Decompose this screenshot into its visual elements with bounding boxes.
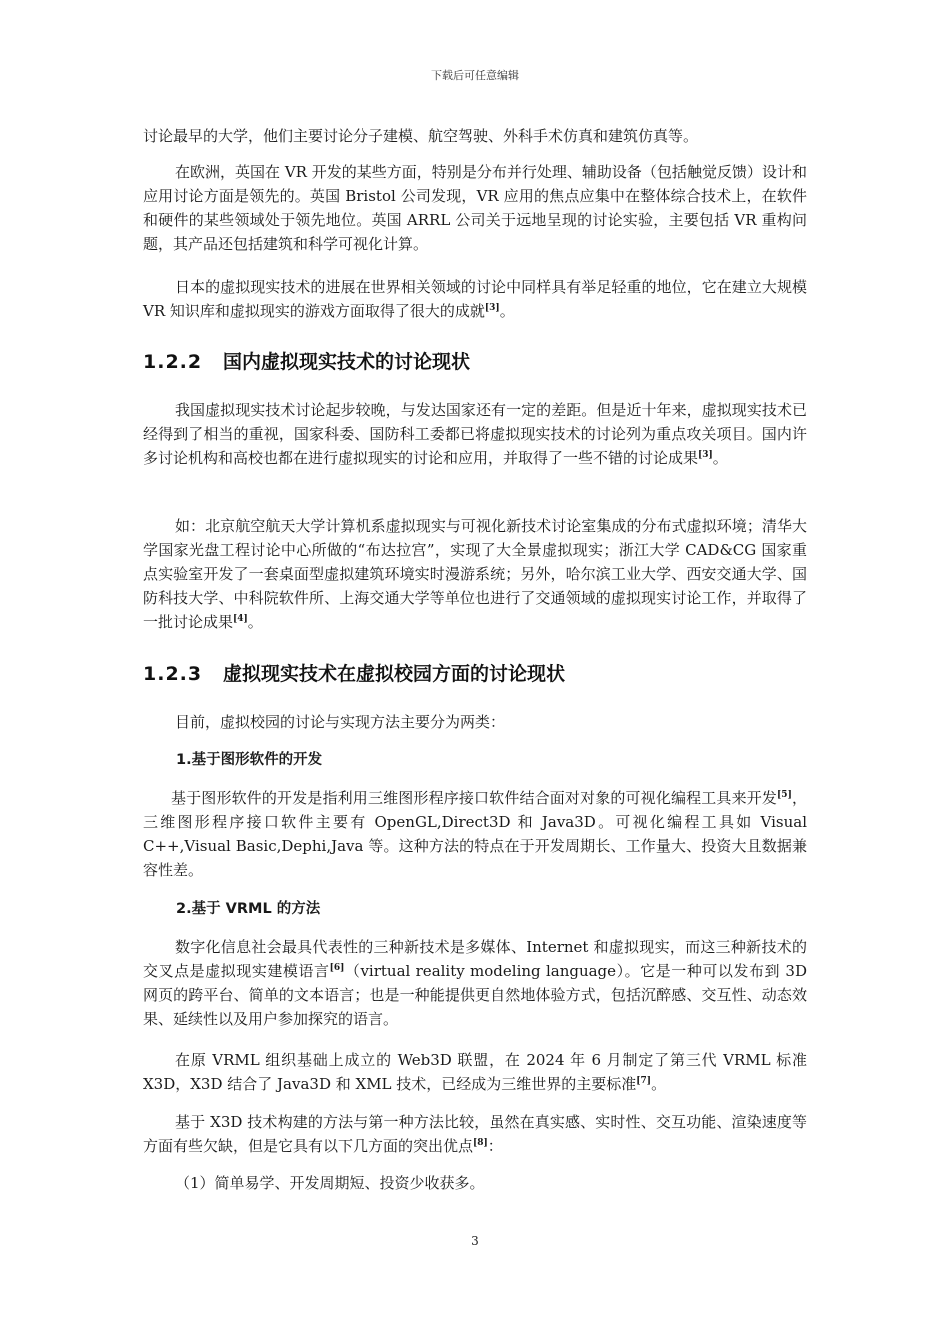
- paragraph-text: 讨论最早的大学，他们主要讨论分子建模、航空驾驶、外科手术仿真和建筑仿真等。: [143, 127, 699, 145]
- subheading-text: 1.基于图形软件的开发: [176, 752, 323, 768]
- section-heading: [143, 348, 807, 376]
- paragraph: [143, 786, 807, 882]
- punct: 。: [247, 613, 263, 631]
- punct: 。: [499, 302, 515, 320]
- page-number: 3: [471, 1234, 479, 1248]
- citation-ref: [8]: [473, 1138, 488, 1148]
- paragraph-body: 日本的虚拟现实技术的进展在世界相关领域的讨论中同样具有举足轻重的地位，它在建立大规模 VR 知识库和虚拟现实的游戏方面取得了很大的成就: [143, 278, 807, 320]
- paragraph-text: [143, 275, 807, 323]
- paragraph-body: 我国虚拟现实技术讨论起步较晚，与发达国家还有一定的差距。但是近十年来，虚拟现实技术已经得到了相当的重视，国家科委、国防科工委都已将虚拟现实技术的讨论列为重点攻关项目。国内许多讨论机构和高校也都在进行虚拟现实的讨论和应用，并取得了一些不错的讨论成果: [143, 401, 807, 467]
- citation-ref: [3]: [484, 303, 500, 313]
- paragraph-text: 在欧洲，英国在 VR 开发的某些方面，特别是分布并行处理、辅助设备（包括触觉反馈）设计和应用讨论方面是领先的。英国 Bristol 公司发现，VR 应用的焦点应集中在整体综合技术上，在软件和硬件的某些领域处于领先地位。英国 ARRL 公司关于远地呈现的讨论实验，主要包括 VR 重构问题，其产品还包括建筑和科学可视化计算。: [143, 163, 807, 253]
- paragraph: [143, 160, 807, 256]
- paragraph: [143, 514, 807, 634]
- subheading: [143, 749, 807, 771]
- paragraph-text: [143, 514, 807, 634]
- paragraph: [143, 398, 807, 470]
- citation-ref: [6]: [329, 963, 345, 973]
- page-header: 下载后可任意编辑: [431, 69, 519, 82]
- paragraph-body: 基于 X3D 技术构建的方法与第一种方法比较，虽然在真实感、实时性、交互功能、渲染速度等方面有些欠缺，但是它具有以下几方面的突出优点: [143, 1113, 807, 1155]
- citation-ref: [7]: [636, 1076, 652, 1086]
- paragraph: [143, 935, 807, 1031]
- paragraph: [143, 1048, 807, 1096]
- paragraph-body: 基于图形软件的开发是指利用三维图形程序接口软件结合面对对象的可视化编程工具来开发: [171, 789, 778, 807]
- citation-ref: [4]: [233, 614, 248, 624]
- paragraph-text: [143, 398, 807, 470]
- paragraph-text: （1）简单易学、开发周期短、投资少收获多。: [175, 1174, 485, 1192]
- paragraph-body: 数字化信息社会最具代表性的三种新技术是多媒体、Internet 和虚拟现实，而这三种新技术的交叉点是虚拟现实建模语言: [143, 938, 807, 980]
- citation-ref: [3]: [698, 450, 713, 460]
- subheading: [143, 898, 807, 920]
- paragraph: [143, 1171, 807, 1195]
- section-number: 1.2.3: [143, 663, 203, 685]
- paragraph: [143, 275, 807, 323]
- paragraph-text: [143, 786, 807, 882]
- subheading-text: 2.基于 VRML 的方法: [176, 901, 321, 917]
- paragraph-body: 如：北京航空航天大学计算机系虚拟现实与可视化新技术讨论室集成的分布式虚拟环境；清华大学国家光盘工程讨论中心所做的“布达拉宫”，实现了大全景虚拟现实；浙江大学 CAD&CG 国家重点实验室开发了一套桌面型虚拟建筑环境实时漫游系统；另外，哈尔滨工业大学、西安交通大学、国防科技大学、中科院软件所、上海交通大学等单位也进行了交通领域的虚拟现实讨论工作，并取得了一批讨论成果: [143, 517, 807, 631]
- paragraph: [143, 124, 807, 148]
- paragraph-text: [143, 935, 807, 1031]
- paragraph: [143, 1110, 807, 1158]
- punct: 。: [712, 449, 728, 467]
- section-number: 1.2.2: [143, 351, 203, 373]
- paragraph-body: ，三维图形程序接口软件主要有 OpenGL,Direct3D 和 Java3D。可视化编程工具如 Visual C++,Visual Basic,Dephi,Java 等。这种方法的特点在于开发周期长、工作量大、投资大且数据兼容性差。: [143, 789, 807, 879]
- paragraph-text: [143, 1110, 807, 1158]
- paragraph: [143, 710, 807, 734]
- paragraph-body: 在原 VRML 组织基础上成立的 Web3D 联盟，在 2024 年 6 月制定了第三代 VRML 标准 X3D，X3D 结合了 Java3D 和 XML 技术，已经成为三维世界的主要标准: [143, 1051, 807, 1093]
- section-title: 虚拟现实技术在虚拟校园方面的讨论现状: [223, 663, 566, 685]
- paragraph-text: [143, 1048, 807, 1096]
- punct: 。: [651, 1075, 667, 1093]
- section-heading: [143, 660, 807, 688]
- paragraph-body: （virtual reality modeling language）。它是一种可以发布到 3D 网页的跨平台、简单的文本语言；也是一种能提供更自然地体验方式，包括沉醉感、交互性、动态效果、延续性以及用户参加探究的语言。: [143, 962, 807, 1028]
- paragraph-text: 目前，虚拟校园的讨论与实现方法主要分为两类：: [175, 713, 506, 731]
- punct: ：: [487, 1137, 503, 1155]
- section-title: 国内虚拟现实技术的讨论现状: [223, 351, 471, 373]
- citation-ref: [5]: [777, 790, 792, 800]
